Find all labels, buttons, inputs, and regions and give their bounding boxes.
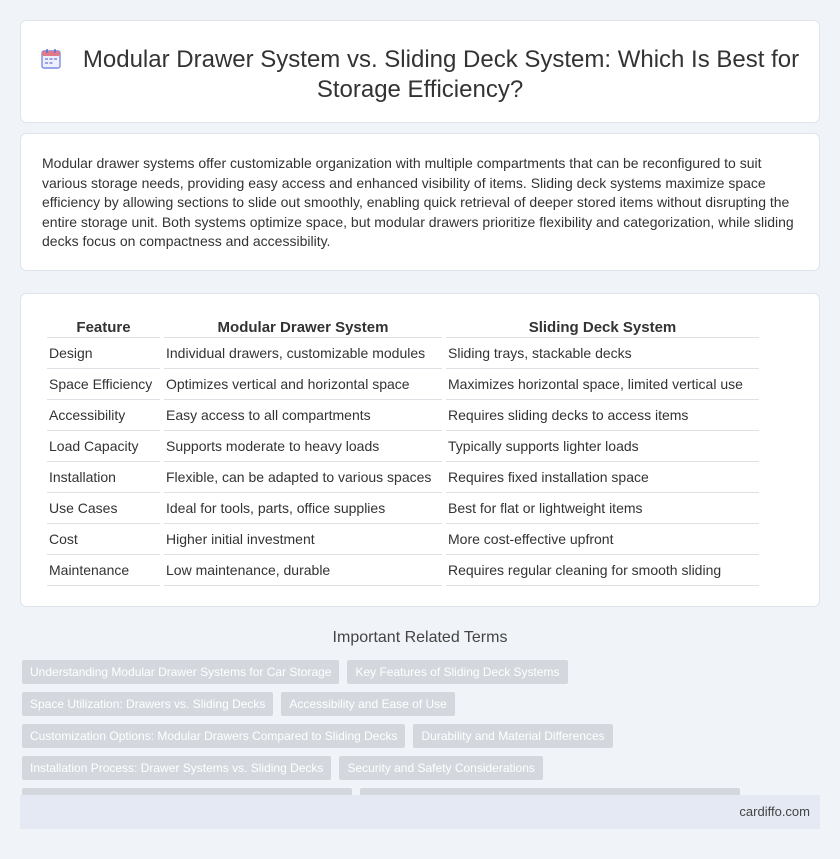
modular-cell: Individual drawers, customizable modules	[164, 338, 442, 369]
modular-cell: Supports moderate to heavy loads	[164, 431, 442, 462]
related-term-tag[interactable]: Accessibility and Ease of Use	[281, 692, 454, 716]
intro-paragraph: Modular drawer systems offer customizable organization with multiple compartments that can be reconfigured to suit various storage needs, providing easy access and enhanced visibility of items. Sliding deck systems maximize space efficiency by allowing sections to slide out smoothly, enabling quick retrieval of deeper stored items without disrupting the entire storage unit. Both systems optimize space, but modular drawers prioritize flexibility and categorization, while sliding decks focus on compactness and accessibility.	[42, 155, 794, 249]
table-row	[47, 431, 759, 462]
feature-cell: Load Capacity	[47, 431, 160, 462]
related-term-tag[interactable]: Space Utilization: Drawers vs. Sliding Decks	[22, 692, 273, 716]
header-feature: Feature	[47, 316, 160, 338]
related-term-tag[interactable]: Installation Process: Drawer Systems vs. Sliding Decks	[22, 756, 331, 780]
related-term-tag[interactable]: Understanding Modular Drawer Systems for Car Storage	[22, 660, 339, 684]
related-terms-heading: Important Related Terms	[332, 629, 508, 646]
sliding-cell: More cost-effective upfront	[446, 524, 759, 555]
page-title: Modular Drawer System vs. Sliding Deck System: Which Is Best for Storage Efficiency?	[82, 46, 800, 103]
related-term-tag[interactable]: Durability and Material Differences	[413, 724, 612, 748]
sliding-cell: Requires regular cleaning for smooth sliding	[446, 555, 759, 586]
calendar-icon	[41, 47, 61, 68]
sliding-cell: Requires sliding decks to access items	[446, 400, 759, 431]
footer	[20, 795, 820, 829]
page-title-wrap	[21, 45, 819, 105]
modular-cell: Flexible, can be adapted to various spaces	[164, 462, 442, 493]
table-row	[47, 400, 759, 431]
feature-cell: Installation	[47, 462, 160, 493]
feature-cell: Cost	[47, 524, 160, 555]
modular-cell: Optimizes vertical and horizontal space	[164, 369, 442, 400]
header-sliding-deck: Sliding Deck System	[446, 316, 759, 338]
footer-site-link[interactable]: cardiffo.com	[739, 804, 810, 819]
table-row	[47, 493, 759, 524]
related-term-tag[interactable]: Security and Safety Considerations	[339, 756, 542, 780]
sliding-cell: Best for flat or lightweight items	[446, 493, 759, 524]
table-row	[47, 524, 759, 555]
table-header-row	[47, 316, 759, 338]
sliding-cell: Typically supports lighter loads	[446, 431, 759, 462]
feature-cell: Design	[47, 338, 160, 369]
modular-cell: Low maintenance, durable	[164, 555, 442, 586]
sliding-cell: Sliding trays, stackable decks	[446, 338, 759, 369]
title-card	[20, 20, 820, 123]
feature-cell: Space Efficiency	[47, 369, 160, 400]
related-term-tag[interactable]: Key Features of Sliding Deck Systems	[347, 660, 567, 684]
sliding-cell: Requires fixed installation space	[446, 462, 759, 493]
sliding-cell: Maximizes horizontal space, limited vertical use	[446, 369, 759, 400]
table-row	[47, 555, 759, 586]
intro-card	[20, 133, 820, 271]
header-modular-drawer: Modular Drawer System	[164, 316, 442, 338]
table-row	[47, 338, 759, 369]
related-terms-list	[22, 660, 822, 812]
related-term-tag[interactable]: Customization Options: Modular Drawers Compared to Sliding Decks	[22, 724, 405, 748]
feature-cell: Use Cases	[47, 493, 160, 524]
table-row	[47, 369, 759, 400]
modular-cell: Ideal for tools, parts, office supplies	[164, 493, 442, 524]
modular-cell: Easy access to all compartments	[164, 400, 442, 431]
comparison-table-card	[20, 293, 820, 607]
table-row	[47, 462, 759, 493]
modular-cell: Higher initial investment	[164, 524, 442, 555]
feature-cell: Maintenance	[47, 555, 160, 586]
feature-cell: Accessibility	[47, 400, 160, 431]
comparison-table	[43, 316, 763, 586]
